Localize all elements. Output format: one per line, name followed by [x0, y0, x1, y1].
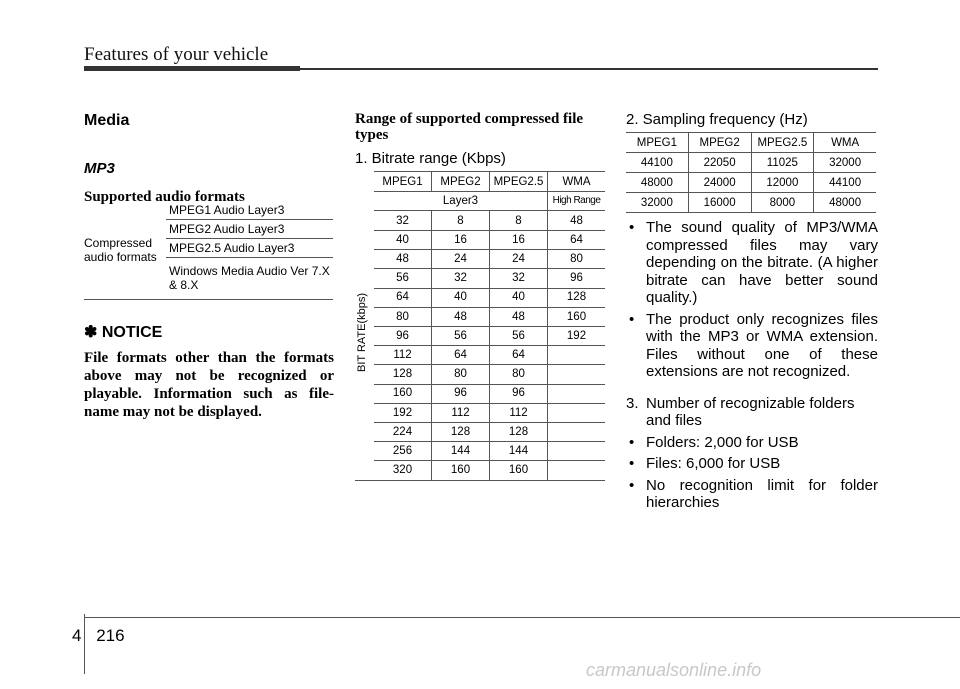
bitrate-cell: 160	[490, 461, 548, 480]
sampling-cell: 32000	[626, 193, 689, 212]
bitrate-table-bottom-rule	[355, 480, 605, 481]
bitrate-cell: 144	[432, 441, 490, 460]
bitrate-cell	[548, 441, 605, 460]
bitrate-row	[374, 403, 605, 423]
bitrate-cell	[548, 384, 605, 403]
bitrate-cell: 256	[374, 441, 432, 460]
bitrate-cell: 320	[374, 461, 432, 480]
bitrate-cell	[548, 345, 605, 364]
sampling-col-header: MPEG2	[689, 133, 752, 152]
format-label-line2: audio formats	[84, 250, 157, 264]
bitrate-cell: 128	[374, 365, 432, 384]
numbered-item-text: Number of recognizable folders and files	[646, 394, 855, 429]
sampling-row	[626, 193, 876, 213]
bitrate-cell: 80	[432, 365, 490, 384]
bitrate-cell: 48	[490, 307, 548, 326]
page-number	[72, 626, 125, 646]
bitrate-cell: 64	[432, 345, 490, 364]
media-column	[84, 108, 334, 206]
bitrate-col-header: WMA	[562, 175, 591, 188]
numbered-item	[626, 395, 878, 430]
bitrate-row	[374, 441, 605, 461]
bitrate-cell: 48	[374, 249, 432, 268]
bitrate-col-header: MPEG2	[432, 172, 490, 191]
mp3-heading: MP3	[84, 160, 115, 177]
bitrate-cell: 128	[566, 291, 587, 304]
bitrate-cell: 80	[374, 307, 432, 326]
bitrate-row	[374, 249, 605, 269]
bitrate-cell: 144	[490, 441, 548, 460]
layer3-label: Layer3	[374, 191, 548, 210]
format-label-line1: Compressed	[84, 236, 153, 250]
bitrate-row	[374, 326, 605, 346]
bitrate-cell: 192	[374, 403, 432, 422]
bitrate-cell: 32	[490, 269, 548, 288]
bitrate-cell: 96	[374, 326, 432, 345]
sampling-col-header: MPEG2.5	[752, 133, 815, 152]
sampling-cell: 44100	[626, 153, 689, 172]
bitrate-cell: 8	[490, 211, 548, 230]
note-bullet: • The sound quality of MP3/WMA compressed files may vary depending on the bitrate. (A higher bitrate can have better sound quality.)	[629, 219, 878, 306]
bitrate-cell: 160	[566, 310, 587, 323]
bitrate-row	[374, 269, 605, 289]
bitrate-cell: 56	[374, 269, 432, 288]
bitrate-cell: 160	[432, 461, 490, 480]
bitrate-row	[374, 461, 605, 481]
bitrate-cell: 128	[432, 422, 490, 441]
bitrate-row	[374, 384, 605, 404]
bitrate-cell: 8	[432, 211, 490, 230]
format-row-line2: & 8.X	[169, 278, 199, 292]
page-header-title: Features of your vehicle	[84, 44, 269, 65]
format-row: MPEG1 Audio Layer3	[166, 203, 333, 220]
note-bullet: • The product only recognizes files with the MP3 or WMA extension. Files without one of these extensions are not recognized.	[629, 310, 878, 380]
bitrate-axis-label: BIT RATE(kbps)	[356, 292, 368, 372]
bitrate-cell	[548, 403, 605, 422]
format-row: MPEG2 Audio Layer3	[166, 222, 333, 239]
notice-heading: ✽ NOTICE	[84, 324, 163, 341]
bitrate-row	[374, 230, 605, 250]
watermark: carmanualsonline.info	[586, 660, 762, 680]
bitrate-row	[374, 288, 605, 308]
format-row-line1: Windows Media Audio Ver 7.X	[169, 264, 330, 278]
bitrate-cell: 32	[374, 211, 432, 230]
range-heading: Range of supported compressed file types	[355, 111, 584, 143]
sampling-table	[626, 132, 876, 213]
bitrate-cell: 112	[490, 403, 548, 422]
page-number-value: 216	[96, 626, 125, 645]
bitrate-cell: 56	[432, 326, 490, 345]
bitrate-col-header: MPEG1	[374, 172, 432, 191]
sampling-header-row	[626, 132, 876, 153]
bitrate-cell: 64	[490, 345, 548, 364]
bitrate-cell: 40	[374, 230, 432, 249]
bitrate-cell: 112	[432, 403, 490, 422]
note-bullet: • Folders: 2,000 for USB	[629, 433, 799, 451]
bitrate-cell: 192	[566, 329, 587, 342]
sampling-cell: 16000	[689, 193, 752, 212]
bitrate-cell: 96	[432, 384, 490, 403]
note-text: The sound quality of MP3/WMA compressed files may vary depending on the bitrate. (A higher bitrate can have better sound quality.)	[646, 219, 878, 306]
sampling-row	[626, 173, 876, 193]
bitrate-row	[374, 365, 605, 385]
bitrate-cell: 96	[570, 272, 583, 285]
sampling-title: 2. Sampling frequency (Hz)	[626, 111, 808, 128]
notes-column	[626, 219, 878, 512]
sampling-cell: 24000	[689, 173, 752, 192]
bitrate-cell: 96	[490, 384, 548, 403]
sampling-cell: 22050	[689, 153, 752, 172]
bitrate-cell: 40	[432, 288, 490, 307]
bitrate-cell	[548, 365, 605, 384]
bitrate-cell: 64	[374, 288, 432, 307]
supported-formats-table	[84, 199, 333, 300]
supported-formats-heading: Supported audio formats	[84, 189, 245, 205]
bitrate-cell: 128	[490, 422, 548, 441]
bitrate-cell: 40	[490, 288, 548, 307]
media-heading: Media	[84, 112, 130, 129]
sampling-row	[626, 153, 876, 173]
bitrate-row	[374, 345, 605, 365]
sampling-rows	[626, 153, 876, 213]
format-category-label	[84, 236, 157, 264]
bitrate-table	[355, 171, 605, 482]
bitrate-cell: 80	[570, 252, 583, 265]
sampling-cell: 48000	[829, 196, 862, 209]
note-bullet: • Files: 6,000 for USB	[629, 455, 781, 472]
bitrate-cell: 32	[432, 269, 490, 288]
numbered-item-number: 3.	[626, 394, 639, 412]
note-text: Folders: 2,000 for USB	[646, 433, 799, 451]
bitrate-title: 1. Bitrate range (Kbps)	[355, 150, 506, 167]
sampling-cell: 44100	[829, 176, 862, 189]
bitrate-cell: 48	[432, 307, 490, 326]
sampling-cell: 32000	[829, 156, 862, 169]
bitrate-subheader-row	[374, 191, 605, 211]
format-row: MPEG2.5 Audio Layer3	[166, 241, 333, 258]
sampling-cell: 8000	[752, 193, 815, 212]
section-number: 4	[72, 626, 82, 645]
header-rule-thin	[300, 68, 878, 70]
bitrate-col-header: MPEG2.5	[490, 172, 548, 191]
note-bullet: • No recognition limit for folder hierarchies	[629, 476, 878, 511]
bitrate-row	[374, 211, 605, 231]
sampling-cell: 12000	[752, 173, 815, 192]
bitrate-cell: 56	[490, 326, 548, 345]
sampling-col-header: WMA	[831, 136, 860, 149]
bitrate-cell	[548, 461, 605, 480]
bitrate-cell: 224	[374, 422, 432, 441]
note-text: Files: 6,000 for USB	[646, 455, 781, 472]
bitrate-cell: 80	[490, 365, 548, 384]
bitrate-cell: 16	[490, 230, 548, 249]
format-row	[166, 264, 333, 299]
bitrate-header-row	[374, 171, 605, 192]
bitrate-cell: 24	[432, 249, 490, 268]
bitrate-row	[374, 307, 605, 327]
bitrate-cell: 16	[432, 230, 490, 249]
sampling-cell: 11025	[752, 153, 815, 172]
sampling-col-header: MPEG1	[626, 133, 689, 152]
bitrate-cell: 24	[490, 249, 548, 268]
note-text: The product only recognizes files with the MP3 or WMA extension. Files without one of these extensions are not recognized.	[646, 310, 878, 380]
sampling-cell: 48000	[626, 173, 689, 192]
notice-body: File formats other than the formats above may not be recognized or playable. Information such as file-name may not be displayed.	[84, 350, 334, 420]
bitrate-cell: 48	[570, 214, 583, 227]
bitrate-row	[374, 422, 605, 442]
footer-rule-horizontal	[84, 617, 960, 618]
header-rule-thick	[84, 66, 300, 71]
high-range-label: High Range	[552, 195, 601, 206]
note-text: No recognition limit for folder hierarchies	[646, 476, 878, 511]
bitrate-cell	[548, 422, 605, 441]
bitrate-cell: 112	[374, 345, 432, 364]
bitrate-cell: 160	[374, 384, 432, 403]
bitrate-cell: 64	[570, 233, 583, 246]
